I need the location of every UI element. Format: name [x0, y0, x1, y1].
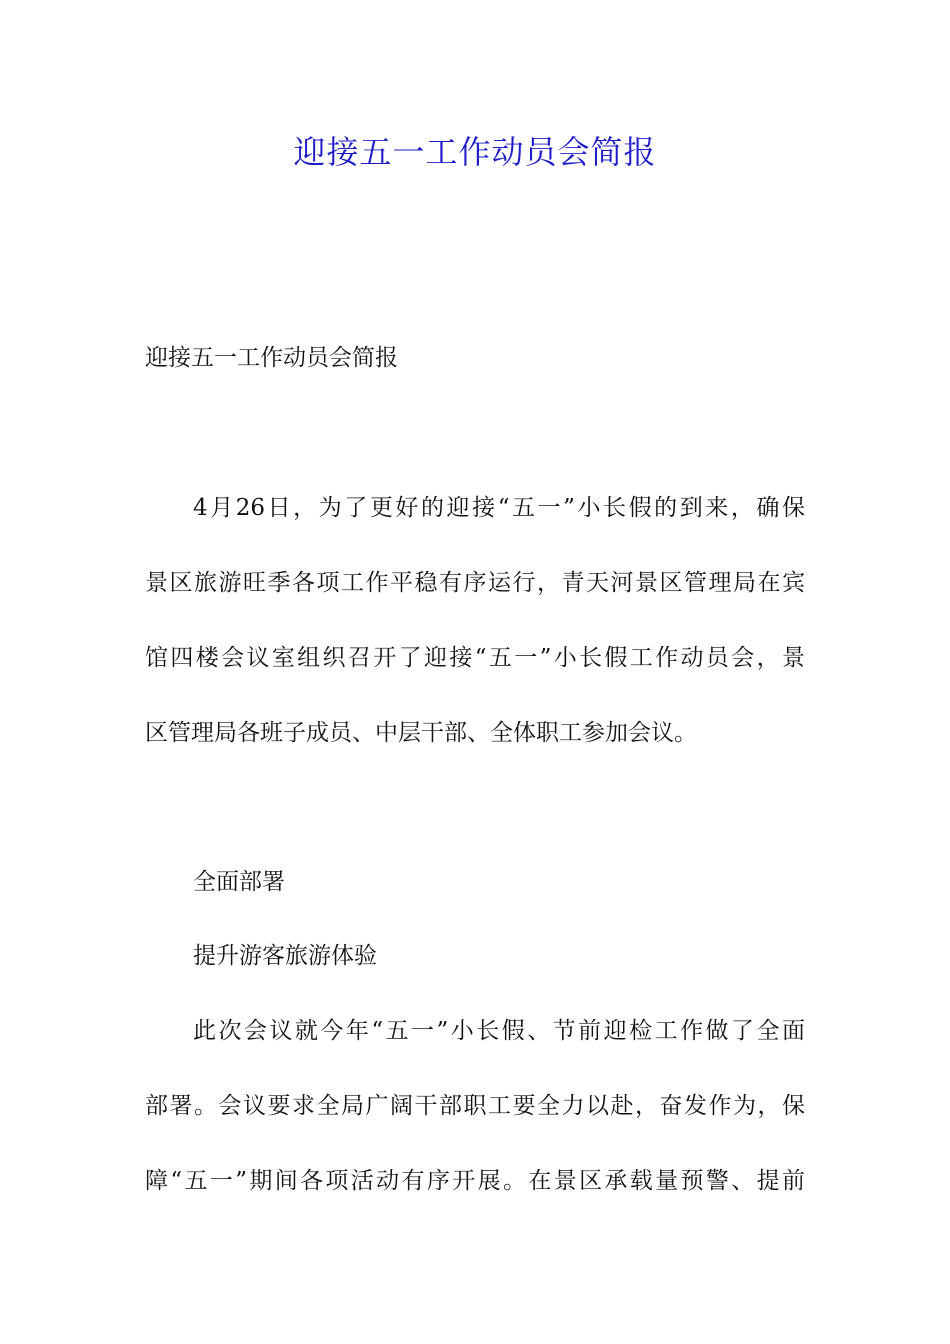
section-heading: 全面部署 — [193, 869, 285, 895]
paragraph-line: 障“五一”期间各项活动有序开展。在景区承载量预警、提前 — [145, 1168, 805, 1194]
paragraph-line: 此次会议就今年“五一”小长假、节前迎检工作做了全面 — [193, 1018, 805, 1044]
paragraph-line: 部署。会议要求全局广阔干部职工要全力以赴，奋发作为，保 — [145, 1093, 805, 1119]
paragraph-line: 4月26日，为了更好的迎接“五一”小长假的到来，确保 — [193, 495, 805, 521]
paragraph-line: 区管理局各班子成员、中层干部、全体职工参加会议。 — [145, 720, 697, 746]
document-subtitle: 迎接五一工作动员会简报 — [145, 345, 398, 371]
paragraph-line: 景区旅游旺季各项工作平稳有序运行，青天河景区管理局在宾 — [145, 570, 805, 596]
section-subheading: 提升游客旅游体验 — [193, 943, 377, 969]
paragraph-line: 馆四楼会议室组织召开了迎接“五一”小长假工作动员会，景 — [145, 645, 805, 671]
document-title: 迎接五一工作动员会简报 — [293, 133, 657, 171]
